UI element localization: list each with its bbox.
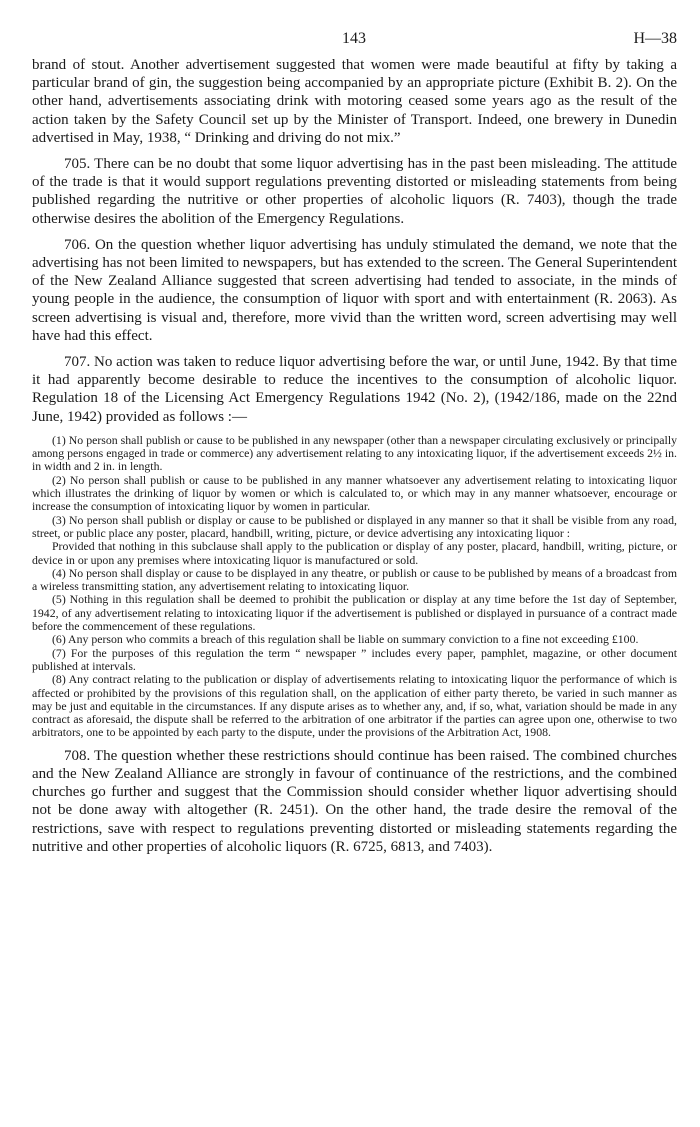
paragraph-705: 705. There can be no doubt that some liquor advertising has in the past been misleading. The attitude of the trade is that it would support regulations preventing distorted or misleading statements from being published regarding the nutritive or other properties of alcoholic liquors (R. 7403), though the trade otherwise desires the abolition of the Emergency Regulations. xyxy=(32,156,677,227)
regulation-clause-2: (2) No person shall publish or cause to be published in any manner whatsoever any advertisement relating to intoxicating liquor which illustrates the drinking of liquor by women or which is calculated to, or which may in any manner whatsoever, encourage or increase the consumption of intoxicating liquor by women in particular. xyxy=(32,472,677,514)
page-header xyxy=(32,30,677,56)
paragraph-706: 706. On the question whether liquor advertising has unduly stimulated the demand, we note that the advertising has not been limited to newspapers, but has extended to the screen. The General Superintendent of the New Zealand Alliance suggested that screen advertising had tended to associate, in the minds of young people in the audience, the consumption of liquor with sport and with entertainment (R. 2063). As screen advertising is visual and, therefore, more vivid than the written word, screen advertising may well have had this effect. xyxy=(32,236,677,344)
regulation-18-quote xyxy=(32,434,677,740)
page-number: 143 xyxy=(342,30,366,47)
regulation-clause-6: (6) Any person who commits a breach of this regulation shall be liable on summary conviction to a fine not exceeding £100. xyxy=(52,632,639,647)
document-page xyxy=(32,30,677,864)
regulation-clause-5: (5) Nothing in this regulation shall be deemed to prohibit the publication or display at any time before the 1st day of September, 1942, of any advertisement relating to intoxicating liquor if the advertisement is published or displayed in pursuance of a contract made before the commencement of these regulations. xyxy=(32,592,677,634)
regulation-clause-8: (8) Any contract relating to the publication or display of advertisements relating to intoxicating liquor the performance of which is affected or prohibited by the provisions of this regulation shall, on the application of either party thereto, be varied in such manner as may be just and equitable in the circumstances. If any dispute arises as to whether any, and, if so, what, variation should be made in any contract as aforesaid, the dispute shall be referred to the arbitration of one arbitrator if the parties can agree upon one, otherwise to two arbitrators, one to be appointed by each party to the dispute, under the provisions of the Arbitration Act, 1908. xyxy=(32,672,677,740)
paragraph-707: 707. No action was taken to reduce liquor advertising before the war, or until June, 1942. By that time it had apparently become desirable to reduce the incentives to the consumption of alcoholic liquor. Regulation 18 of the Licensing Act Emergency Regulations 1942 (No. 2), (1942/186, made on the 22nd June, 1942) provided as follows :— xyxy=(32,354,677,425)
regulation-clause-4: (4) No person shall display or cause to be displayed in any theatre, or publish or cause to be published by means of a broadcast from a wireless transmitting station, any advertisement relating to intoxicating liquor. xyxy=(32,565,677,594)
paragraph-708: 708. The question whether these restrictions should continue has been raised. The combined churches and the New Zealand Alliance are strongly in favour of continuance of the restrictions, and the combined churches go further and suggest that the Commission should consider whether liquor advertising should not be done away with altogether (R. 2451). On the other hand, the trade desire the removal of the restrictions, save with respect to regulations preventing distorted or misleading statements regarding the nutritive and other properties of alcoholic liquors (R. 6725, 6813, and 7403). xyxy=(32,747,677,855)
document-reference: H—38 xyxy=(633,30,677,47)
regulation-clause-3: (3) No person shall publish or display or cause to be published or displayed in any manner so that it shall be visible from any road, street, or public place any poster, placard, handbill, writing, picture, or device advertising any intoxicating liquor : xyxy=(32,512,677,540)
regulation-clause-7: (7) For the purposes of this regulation the term “ newspaper ” includes every paper, pamphlet, magazine, or other document published at intervals. xyxy=(32,645,677,673)
regulation-clause-1: (1) No person shall publish or cause to be published in any newspaper (other than a newspaper circulating exclusively or principally among persons engaged in trade or commerce) any advertisement relating to any intoxicating liquor, if the advertisement exceeds 2½ in. in width and 2 in. in length. xyxy=(32,432,677,474)
paragraph-continued: brand of stout. Another advertisement suggested that women were made beautiful at fifty by taking a particular brand of gin, the suggestion being accompanied by an appropriate picture (Exhibit B. 2). On the other hand, advertisements associating drink with motoring ceased some years ago as the result of the action taken by the Safety Council set up by the Minister of Transport. Indeed, one brewery in Dunedin advertised in May, 1938, “ Drinking and driving do not mix.” xyxy=(32,57,677,146)
regulation-clause-3-proviso: Provided that nothing in this subclause shall apply to the publication or display of any poster, placard, handbill, writing, picture, or device in or upon any premises where intoxicating liquor is manufactured or sold. xyxy=(32,539,677,567)
